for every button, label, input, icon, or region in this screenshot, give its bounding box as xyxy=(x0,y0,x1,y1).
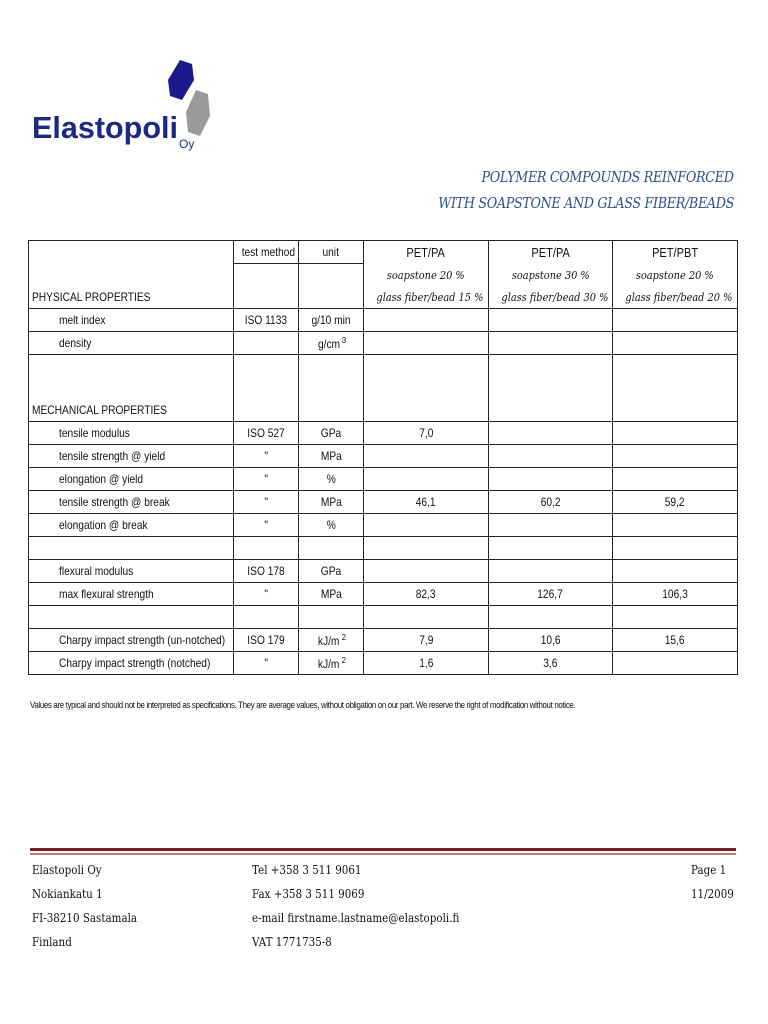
test-method-cell: ISO 178 xyxy=(234,560,299,583)
product-1-composition-1: soapstone 20 % xyxy=(364,264,489,287)
footer-contact-line: e-mail firstname.lastname@elastopoli.fi xyxy=(252,911,460,925)
disclaimer-text: Values are typical and should not be interpreted as specifications. They are average values, without obligation on our part. We reserve the right of modification without notice. xyxy=(30,700,576,711)
value-cell xyxy=(613,468,738,491)
product-1-name: PET/PA xyxy=(364,241,489,264)
value-cell xyxy=(613,560,738,583)
product-2-composition-2: glass fiber/bead 30 % xyxy=(489,286,613,309)
property-label: max flexural strength xyxy=(29,583,234,606)
test-method-cell: ISO 179 xyxy=(234,629,299,652)
unit-cell: MPa xyxy=(299,583,364,606)
unit-cell: g/cm $^3$ xyxy=(299,332,364,355)
footer-rule-secondary xyxy=(30,853,736,855)
property-row xyxy=(29,652,738,675)
test-method-cell: " xyxy=(234,491,299,514)
logo-text: Elastopoli xyxy=(32,110,178,145)
test-method-cell xyxy=(234,332,299,355)
value-cell xyxy=(364,309,489,332)
property-label: tensile modulus xyxy=(29,422,234,445)
unit-cell: MPa xyxy=(299,445,364,468)
product-3-name: PET/PBT xyxy=(613,241,738,264)
footer-contact-line: VAT 1771735-8 xyxy=(252,935,332,949)
footer-address-line: Finland xyxy=(32,935,72,949)
property-label: flexural modulus xyxy=(29,560,234,583)
unit-cell: GPa xyxy=(299,560,364,583)
property-row xyxy=(29,629,738,652)
property-row xyxy=(29,445,738,468)
value-cell: 46,1 xyxy=(364,491,489,514)
value-cell: 10,6 xyxy=(489,629,613,652)
value-cell xyxy=(613,422,738,445)
physical-properties-heading: PHYSICAL PROPERTIES xyxy=(29,286,234,309)
test-method-cell: " xyxy=(234,652,299,675)
value-cell xyxy=(613,514,738,537)
test-method-cell: " xyxy=(234,445,299,468)
value-cell xyxy=(364,332,489,355)
document-title-line2: WITH SOAPSTONE AND GLASS FIBER/BEADS xyxy=(438,194,734,212)
value-cell: 15,6 xyxy=(613,629,738,652)
value-cell: 106,3 xyxy=(613,583,738,606)
property-row xyxy=(29,514,738,537)
property-label: density xyxy=(29,332,234,355)
value-cell xyxy=(489,514,613,537)
value-cell: 126,7 xyxy=(489,583,613,606)
test-method-cell: " xyxy=(234,583,299,606)
property-label: Charpy impact strength (un-notched) xyxy=(29,629,234,652)
value-cell: 60,2 xyxy=(489,491,613,514)
footer-address-line: FI-38210 Sastamala xyxy=(32,911,138,925)
value-cell xyxy=(489,468,613,491)
logo-suffix: Oy xyxy=(179,137,195,151)
property-label: elongation @ break xyxy=(29,514,234,537)
value-cell xyxy=(489,309,613,332)
unit-cell: % xyxy=(299,514,364,537)
product-3-composition-2: glass fiber/bead 20 % xyxy=(613,286,738,309)
property-row xyxy=(29,332,738,355)
test-method-cell: ISO 1133 xyxy=(234,309,299,332)
property-row xyxy=(29,468,738,491)
document-title-line1: POLYMER COMPOUNDS REINFORCED xyxy=(481,168,734,186)
value-cell xyxy=(364,445,489,468)
value-cell xyxy=(489,445,613,468)
unit-cell: MPa xyxy=(299,491,364,514)
property-row xyxy=(29,583,738,606)
unit-cell: % xyxy=(299,468,364,491)
properties-table xyxy=(28,240,738,675)
page-number: Page 1 xyxy=(691,863,727,877)
property-label: tensile strength @ yield xyxy=(29,445,234,468)
property-row xyxy=(29,309,738,332)
value-cell xyxy=(364,560,489,583)
value-cell xyxy=(613,652,738,675)
test-method-header: test method xyxy=(234,241,299,264)
footer-page-info xyxy=(691,858,734,906)
value-cell xyxy=(364,468,489,491)
property-label: melt index xyxy=(29,309,234,332)
value-cell: 7,9 xyxy=(364,629,489,652)
logo-blue-hexagon xyxy=(168,60,194,100)
value-cell: 82,3 xyxy=(364,583,489,606)
test-method-cell: ISO 527 xyxy=(234,422,299,445)
logo-grey-hexagon xyxy=(186,90,210,136)
footer-address xyxy=(32,858,137,954)
footer-rule xyxy=(30,848,736,851)
header-row xyxy=(29,241,738,264)
footer-address-line: Elastopoli Oy xyxy=(32,863,102,877)
footer-address-line: Nokiankatu 1 xyxy=(32,887,103,901)
test-method-cell: " xyxy=(234,514,299,537)
value-cell xyxy=(489,560,613,583)
company-logo xyxy=(30,58,230,158)
property-row xyxy=(29,491,738,514)
footer-contact-line: Tel +358 3 511 9061 xyxy=(252,863,362,877)
value-cell: 7,0 xyxy=(364,422,489,445)
value-cell: 3,6 xyxy=(489,652,613,675)
product-2-composition-1: soapstone 30 % xyxy=(489,264,613,287)
product-2-name: PET/PA xyxy=(489,241,613,264)
unit-cell: kJ/m $^2$ xyxy=(299,652,364,675)
property-label: Charpy impact strength (notched) xyxy=(29,652,234,675)
value-cell xyxy=(364,514,489,537)
footer-contact-line: Fax +358 3 511 9069 xyxy=(252,887,365,901)
value-cell xyxy=(489,422,613,445)
value-cell: 1,6 xyxy=(364,652,489,675)
value-cell xyxy=(613,309,738,332)
footer-contact xyxy=(252,858,459,954)
product-1-composition-2: glass fiber/bead 15 % xyxy=(364,286,489,309)
unit-cell: g/10 min xyxy=(299,309,364,332)
product-3-composition-1: soapstone 20 % xyxy=(613,264,738,287)
document-date: 11/2009 xyxy=(691,887,734,901)
value-cell xyxy=(489,332,613,355)
unit-header: unit xyxy=(299,241,364,264)
unit-cell: GPa xyxy=(299,422,364,445)
value-cell: 59,2 xyxy=(613,491,738,514)
value-cell xyxy=(613,332,738,355)
property-row xyxy=(29,422,738,445)
test-method-cell: " xyxy=(234,468,299,491)
unit-cell: kJ/m $^2$ xyxy=(299,629,364,652)
property-label: tensile strength @ break xyxy=(29,491,234,514)
property-row xyxy=(29,560,738,583)
value-cell xyxy=(613,445,738,468)
mechanical-properties-heading: MECHANICAL PROPERTIES xyxy=(29,399,234,422)
property-label: elongation @ yield xyxy=(29,468,234,491)
